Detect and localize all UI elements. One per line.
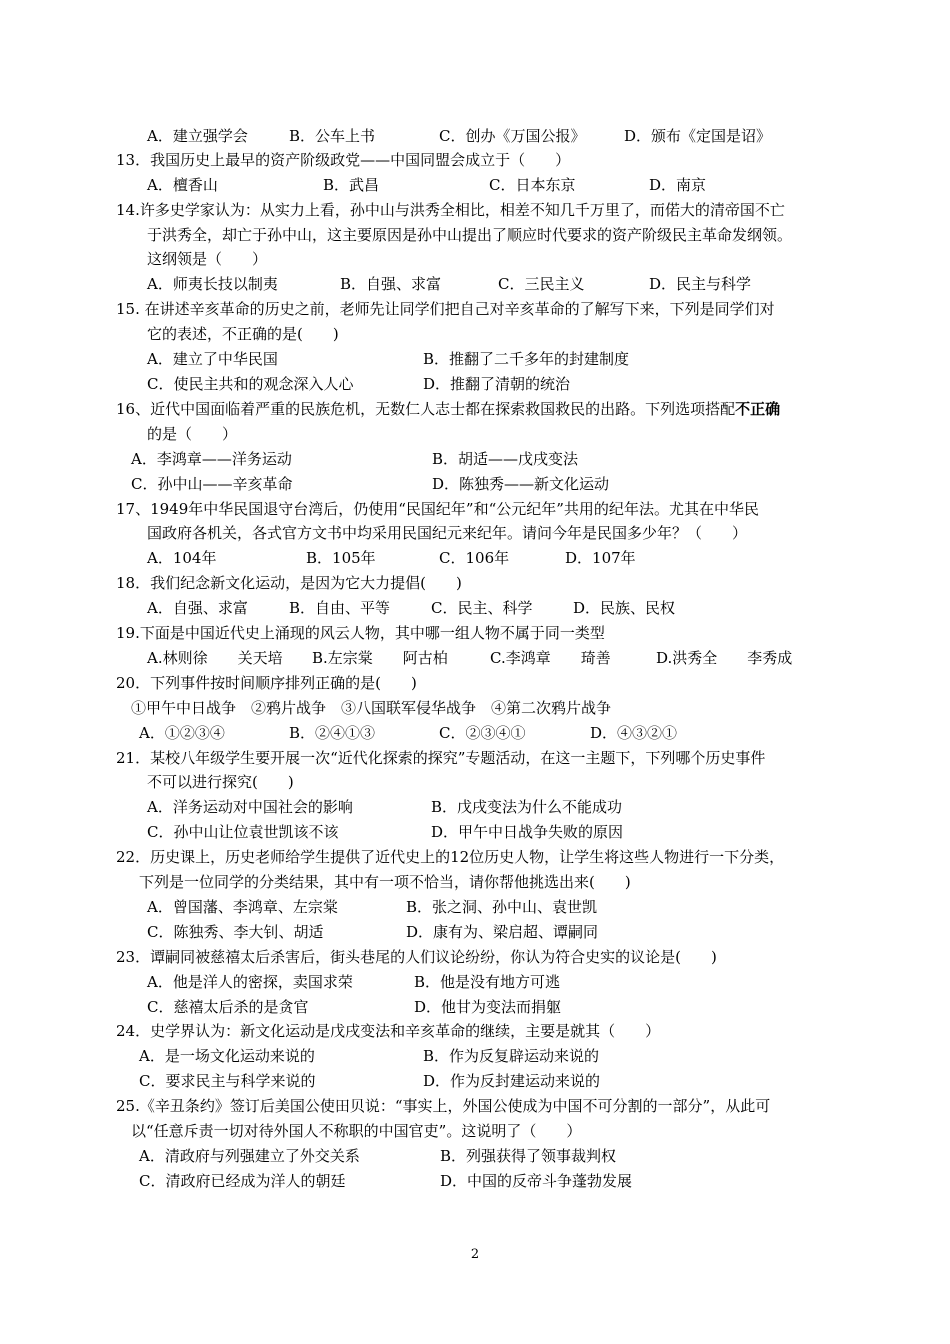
- question-13-stem: 13．我国历史上最早的资产阶级政党——中国同盟会成立于（ ）: [116, 151, 571, 169]
- option-a: A．檀香山: [147, 176, 218, 194]
- option-d: D．④③②①: [590, 724, 678, 742]
- option-b: B.左宗棠 阿古柏: [312, 649, 448, 667]
- option-d: D．康有为、梁启超、谭嗣同: [406, 923, 599, 941]
- question-25-stem-line-2: 以“任意斥责一切对待外国人不称职的中国官吏”。这说明了（ ）: [131, 1122, 582, 1140]
- option-b: B．推翻了二千多年的封建制度: [423, 350, 630, 368]
- option-b: B．公车上书: [289, 127, 376, 145]
- option-a: A．是一场文化运动来说的: [139, 1047, 315, 1065]
- page-number: 2: [470, 1247, 480, 1262]
- option-b: B．张之洞、孙中山、袁世凯: [406, 898, 598, 916]
- question-17-stem-line-2: 国政府各机关，各式官方文书中均采用民国纪元来纪年。请问今年是民国多少年？（ ）: [147, 524, 748, 542]
- question-23-options-row-2: [0, 995, 562, 1020]
- question-12-options: [0, 124, 772, 149]
- question-16-options-row-1: [0, 447, 579, 472]
- question-23-options-row-1: [0, 970, 561, 995]
- option-d: D.洪秀全 李秀成: [656, 649, 793, 667]
- question-13-options: [0, 173, 707, 198]
- question-18-stem: 18．我们纪念新文化运动，是因为它大力提倡( ): [116, 574, 462, 592]
- option-b: B．胡适——戊戌变法: [432, 450, 579, 468]
- option-a: A．李鸿章——洋务运动: [131, 450, 292, 468]
- option-d: D．中国的反帝斗争蓬勃发展: [440, 1172, 633, 1190]
- question-24-stem: 24．史学界认为：新文化运动是戊戌变法和辛亥革命的继续，主要是就其（ ）: [116, 1022, 661, 1040]
- option-c: C．要求民主与科学来说的: [139, 1072, 316, 1090]
- option-d: D．颁布《定国是诏》: [624, 127, 772, 145]
- question-24-options-row-1: [0, 1044, 600, 1069]
- question-15-options-row-2: [0, 372, 571, 397]
- option-c: C．民主、科学: [431, 599, 533, 617]
- question-22-stem-line-1: 22．历史课上，历史老师给学生提供了近代史上的12位历史人物，让学生将这些人物进行一下分类，: [116, 848, 785, 866]
- option-b: B．自强、求富: [340, 275, 442, 293]
- option-a: A．建立了中华民国: [147, 350, 278, 368]
- question-16-stem-text: 16、近代中国面临着严重的民族危机，无数仁人志士都在探索救国救民的出路。下列选项搭配: [116, 400, 736, 418]
- question-14-stem-line-3: 这纲领是（ ）: [147, 250, 268, 268]
- question-22-options-row-1: [0, 895, 598, 920]
- option-d: D．107年: [565, 549, 636, 567]
- option-a: A．104年: [147, 549, 217, 567]
- question-16-stem-line-1: [116, 397, 780, 422]
- question-21-options-row-2: [0, 820, 624, 845]
- question-15-stem-line-2: 它的表述，不正确的是( ): [147, 325, 339, 343]
- option-b: B．105年: [306, 549, 376, 567]
- question-15-options-row-1: [0, 347, 630, 372]
- option-a: A．师夷长技以制夷: [147, 275, 278, 293]
- question-18-options: [0, 596, 676, 621]
- question-22-options-row-2: [0, 920, 599, 945]
- option-b: B．列强获得了领事裁判权: [440, 1147, 617, 1165]
- question-16-emphasis: 不正确: [735, 400, 781, 418]
- option-a: A.林则徐 关天培: [147, 649, 283, 667]
- question-24-options-row-2: [0, 1069, 601, 1094]
- question-17-stem-line-1: 17、1949年中华民国退守台湾后，仍使用“民国纪年”和“公元纪年”共用的纪年法。尤其在中华民: [116, 500, 759, 518]
- option-a: A．曾国藩、李鸿章、左宗棠: [147, 898, 338, 916]
- option-b: B．自由、平等: [289, 599, 391, 617]
- option-d: D．作为反封建运动来说的: [423, 1072, 601, 1090]
- option-d: D．民族、民权: [573, 599, 676, 617]
- option-a: A．他是洋人的密探，卖国求荣: [147, 973, 353, 991]
- question-21-stem-line-1: 21．某校八年级学生要开展一次“近代化探索的探究”专题活动，在这一主题下，下列哪个历史事件: [116, 749, 766, 767]
- question-16-options-row-2: [0, 472, 610, 497]
- option-a: A．自强、求富: [147, 599, 248, 617]
- option-b: B．②④①③: [289, 724, 376, 742]
- question-20-options: [0, 721, 678, 746]
- option-b: B．戊戌变法为什么不能成功: [431, 798, 623, 816]
- option-a: A．洋务运动对中国社会的影响: [147, 798, 353, 816]
- option-c: C．陈独秀、李大钊、胡适: [147, 923, 324, 941]
- option-d: D．甲午中日战争失败的原因: [431, 823, 624, 841]
- option-c: C．孙中山让位袁世凯该不该: [147, 823, 339, 841]
- option-d: D．陈独秀——新文化运动: [432, 475, 610, 493]
- option-b: B．作为反复辟运动来说的: [423, 1047, 600, 1065]
- question-25-stem-line-1: 25.《辛丑条约》签订后美国公使田贝说：“事实上，外国公使成为中国不可分割的一部分”，从此可: [116, 1097, 771, 1115]
- question-23-stem: 23．谭嗣同被慈禧太后杀害后，街头巷尾的人们议论纷纷，你认为符合史实的议论是( ): [116, 948, 717, 966]
- option-c: C．日本东京: [489, 176, 576, 194]
- question-22-stem-line-2: 下列是一位同学的分类结果，其中有一项不恰当，请你帮他挑选出来( ): [139, 873, 631, 891]
- option-c: C．慈禧太后杀的是贪官: [147, 998, 309, 1016]
- question-19-stem: 19.下面是中国近代史上涌现的风云人物，其中哪一组人物不属于同一类型: [116, 624, 605, 642]
- question-25-options-row-1: [0, 1144, 617, 1169]
- option-d: D．民主与科学: [649, 275, 752, 293]
- question-20-stem: 20．下列事件按时间顺序排列正确的是( ): [116, 674, 417, 692]
- option-c: C．创办《万国公报》: [439, 127, 586, 145]
- option-c: C．106年: [439, 549, 510, 567]
- question-16-stem-line-2: 的是（ ）: [147, 425, 238, 443]
- question-20-events: ①甲午中日战争 ②鸦片战争 ③八国联军侵华战争 ④第二次鸦片战争: [131, 699, 612, 717]
- option-c: C．清政府已经成为洋人的朝廷: [139, 1172, 346, 1190]
- question-14-stem-line-2: 于洪秀全，却亡于孙中山，这主要原因是孙中山提出了顺应时代要求的资产阶级民主革命发纲领。: [147, 226, 793, 244]
- option-b: B．他是没有地方可逃: [414, 973, 561, 991]
- option-b: B．武昌: [323, 176, 380, 194]
- question-15-stem-line-1: 15. 在讲述辛亥革命的历史之前，老师先让同学们把自己对辛亥革命的了解写下来，下列是同学们对: [116, 300, 775, 318]
- option-c: C.李鸿章 琦善: [490, 649, 611, 667]
- question-19-options: [0, 646, 793, 671]
- question-14-options: [0, 272, 752, 297]
- option-d: D．他甘为变法而捐躯: [414, 998, 562, 1016]
- question-25-options-row-2: [0, 1169, 633, 1194]
- option-c: C．②③④①: [439, 724, 526, 742]
- option-a: A．建立强学会: [147, 127, 248, 145]
- option-d: D．南京: [649, 176, 707, 194]
- question-21-stem-line-2: 不可以进行探究( ): [147, 773, 294, 791]
- option-a: A．清政府与列强建立了外交关系: [139, 1147, 360, 1165]
- question-17-options: [0, 546, 636, 571]
- question-21-options-row-1: [0, 795, 623, 820]
- question-14-stem-line-1: 14.许多史学家认为：从实力上看，孙中山与洪秀全相比，相差不知几千万里了，而偌大的清帝国不亡: [116, 201, 785, 219]
- option-a: A．①②③④: [139, 724, 225, 742]
- option-c: C．孙中山——辛亥革命: [131, 475, 293, 493]
- option-c: C．使民主共和的观念深入人心: [147, 375, 354, 393]
- option-d: D．推翻了清朝的统治: [423, 375, 571, 393]
- option-c: C．三民主义: [498, 275, 585, 293]
